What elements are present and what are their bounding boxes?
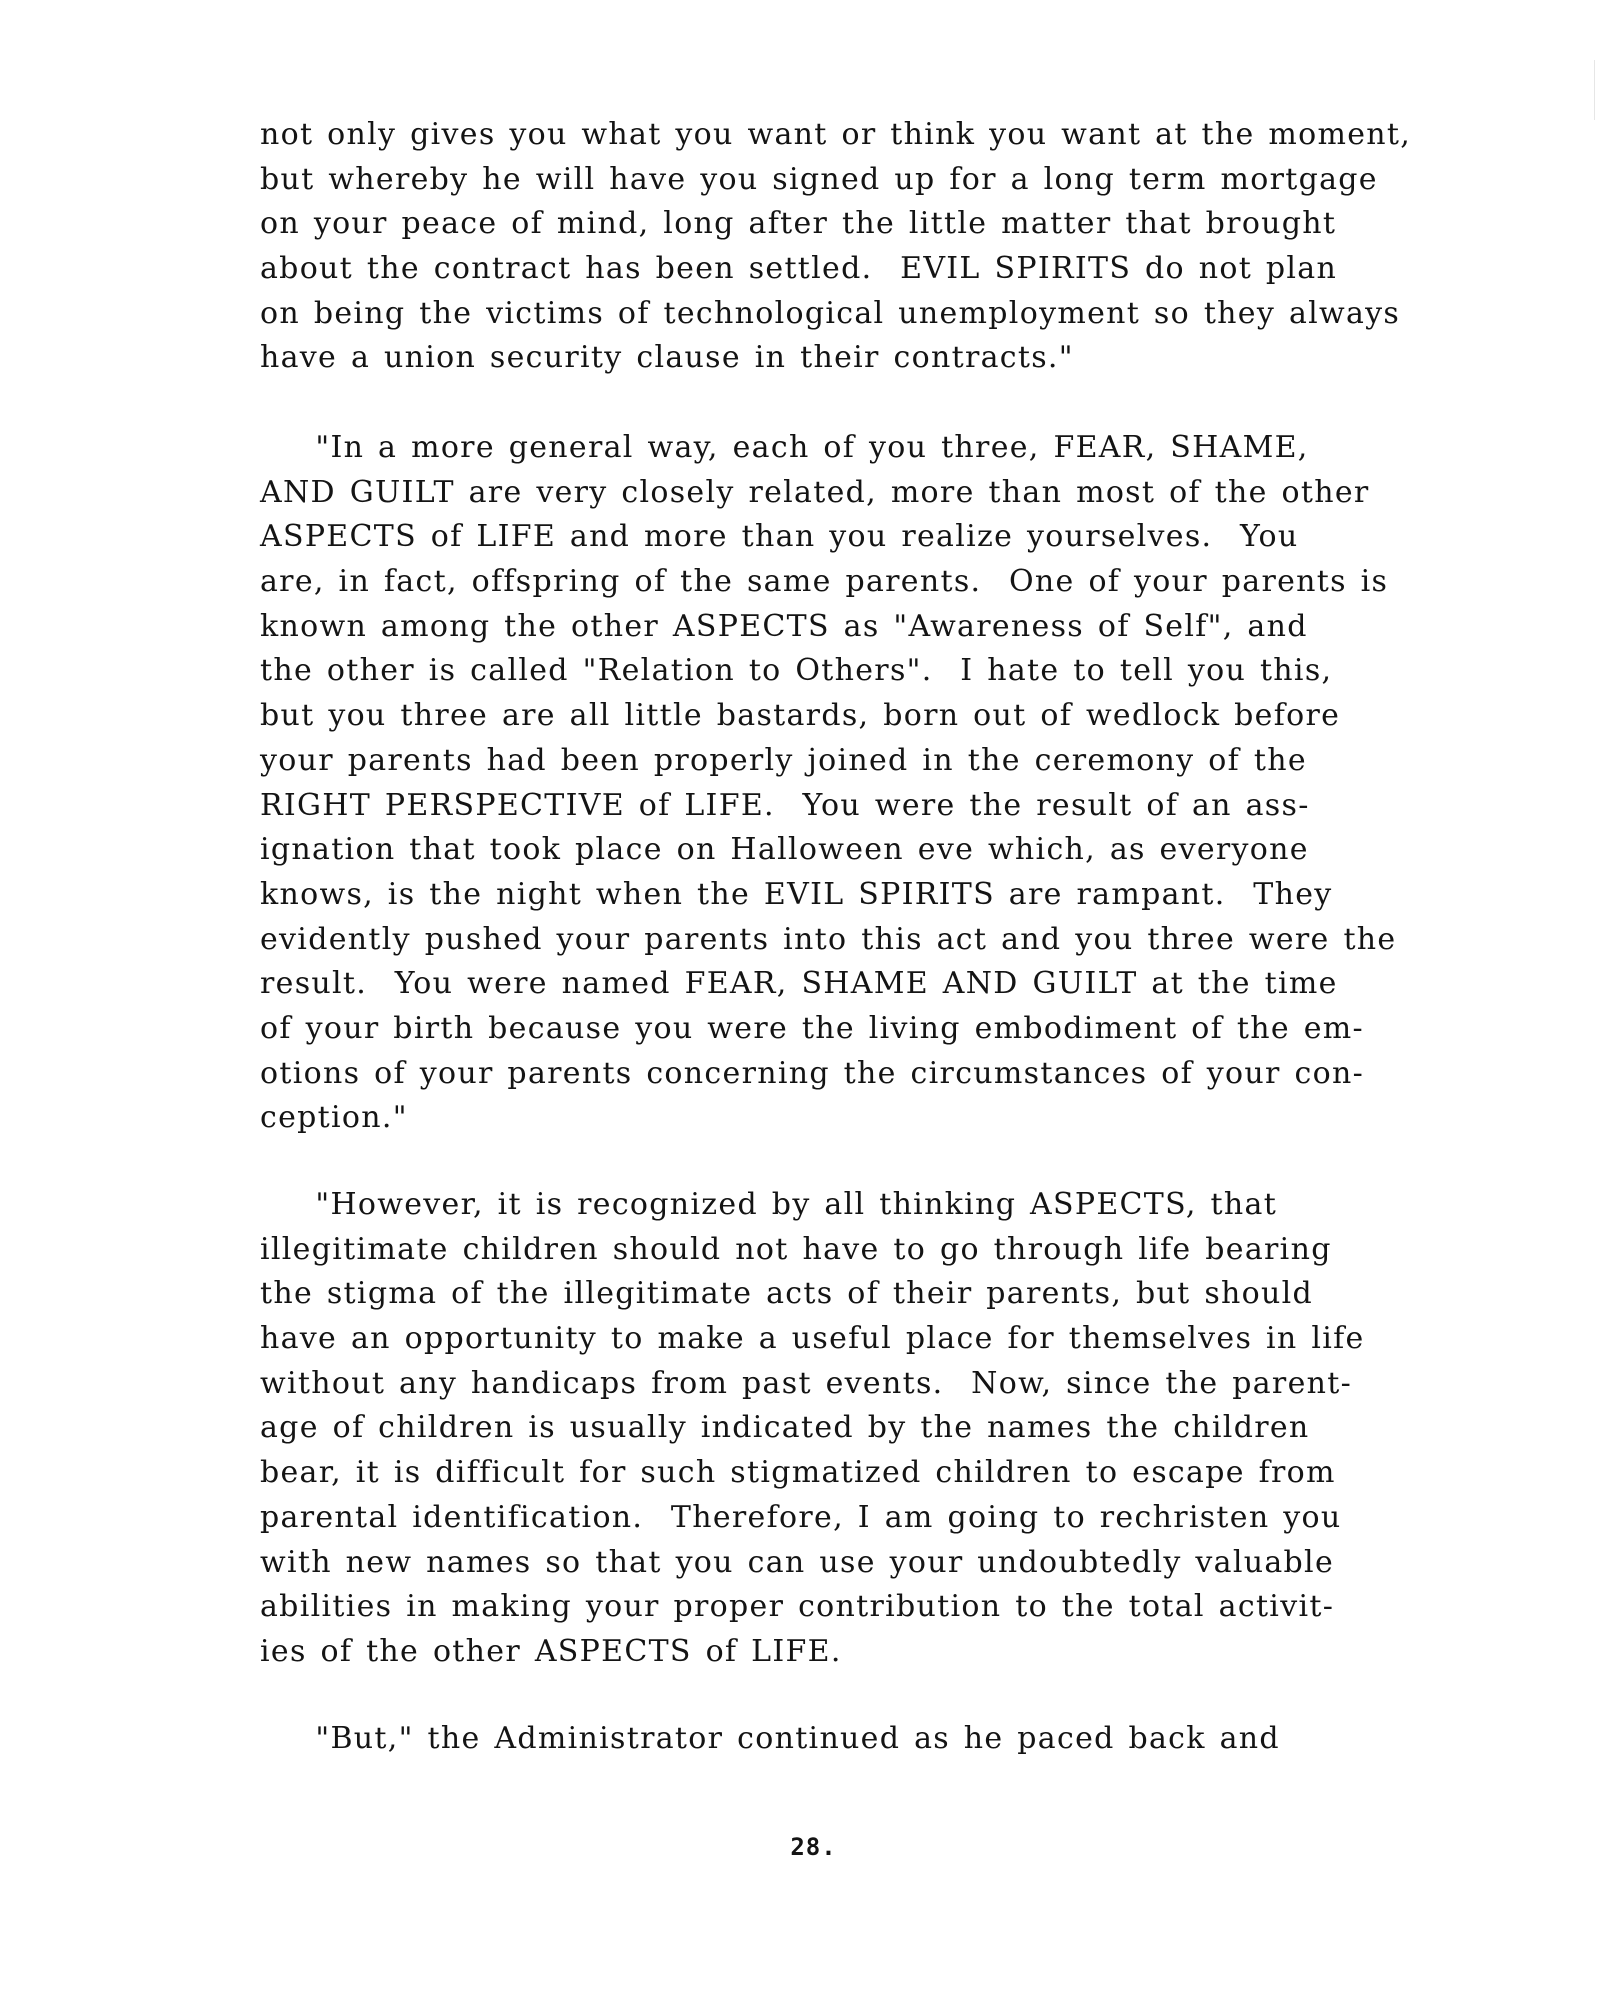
paragraph-1 bbox=[260, 113, 1590, 381]
text-line: AND GUILT are very closely related, more than most of the other bbox=[260, 474, 1370, 510]
text-line: are, in fact, offspring of the same parents. One of your parents is bbox=[260, 564, 1389, 600]
text-line: abilities in making your proper contribution to the total activit- bbox=[260, 1589, 1335, 1625]
text-line: ception." bbox=[260, 1100, 408, 1136]
text-line: have a union security clause in their contracts." bbox=[260, 340, 1074, 376]
text-line: age of children is usually indicated by the names the children bbox=[260, 1410, 1310, 1446]
text-line: ASPECTS of LIFE and more than you realize yourselves. You bbox=[260, 519, 1299, 555]
text-line: RIGHT PERSPECTIVE of LIFE. You were the result of an ass- bbox=[260, 787, 1310, 823]
text-line: "In a more general way, each of you three, FEAR, SHAME, bbox=[260, 430, 1309, 465]
paragraph-2 bbox=[260, 426, 1590, 1141]
paragraph-3 bbox=[260, 1183, 1590, 1675]
text-line: have an opportunity to make a useful place for themselves in life bbox=[260, 1321, 1365, 1357]
paragraph-4 bbox=[260, 1717, 1590, 1762]
text-line: of your birth because you were the living embodiment of the em- bbox=[260, 1010, 1364, 1046]
text-line: the stigma of the illegitimate acts of their parents, but should bbox=[260, 1276, 1314, 1312]
text-line: about the contract has been settled. EVIL SPIRITS do not plan bbox=[260, 251, 1338, 287]
text-line: not only gives you what you want or think you want at the moment, bbox=[260, 117, 1412, 152]
text-line: otions of your parents concerning the circumstances of your con- bbox=[260, 1055, 1365, 1091]
text-line: your parents had been properly joined in the ceremony of the bbox=[260, 742, 1307, 778]
text-line: known among the other ASPECTS as "Awareness of Self", and bbox=[260, 608, 1308, 644]
text-line: knows, is the night when the EVIL SPIRITS are rampant. They bbox=[260, 876, 1333, 912]
text-line: parental identification. Therefore, I am going to rechristen you bbox=[260, 1499, 1342, 1535]
text-line: without any handicaps from past events. Now, since the parent- bbox=[260, 1365, 1353, 1401]
text-line: the other is called "Relation to Others". I hate to tell you this, bbox=[260, 653, 1333, 689]
text-line: result. You were named FEAR, SHAME AND GUILT at the time bbox=[260, 966, 1338, 1002]
page-number: 28. bbox=[790, 1833, 837, 1861]
text-line: "However, it is recognized by all thinking ASPECTS, that bbox=[260, 1187, 1278, 1222]
text-line: bear, it is difficult for such stigmatized children to escape from bbox=[260, 1455, 1336, 1491]
text-line: "But," the Administrator continued as he paced back and bbox=[260, 1721, 1280, 1756]
text-line: on your peace of mind, long after the little matter that brought bbox=[260, 206, 1337, 242]
text-line: but whereby he will have you signed up for a long term mortgage bbox=[260, 161, 1378, 197]
text-line: on being the victims of technological unemployment so they always bbox=[260, 295, 1401, 331]
text-line: with new names so that you can use your undoubtedly valuable bbox=[260, 1544, 1335, 1580]
text-line: ies of the other ASPECTS of LIFE. bbox=[260, 1633, 842, 1669]
text-line: ignation that took place on Halloween eve which, as everyone bbox=[260, 832, 1309, 868]
text-line: but you three are all little bastards, born out of wedlock before bbox=[260, 698, 1341, 734]
text-line: evidently pushed your parents into this act and you three were the bbox=[260, 921, 1397, 957]
scan-edge-mark bbox=[1594, 60, 1595, 120]
text-line: illegitimate children should not have to go through life bearing bbox=[260, 1231, 1332, 1267]
